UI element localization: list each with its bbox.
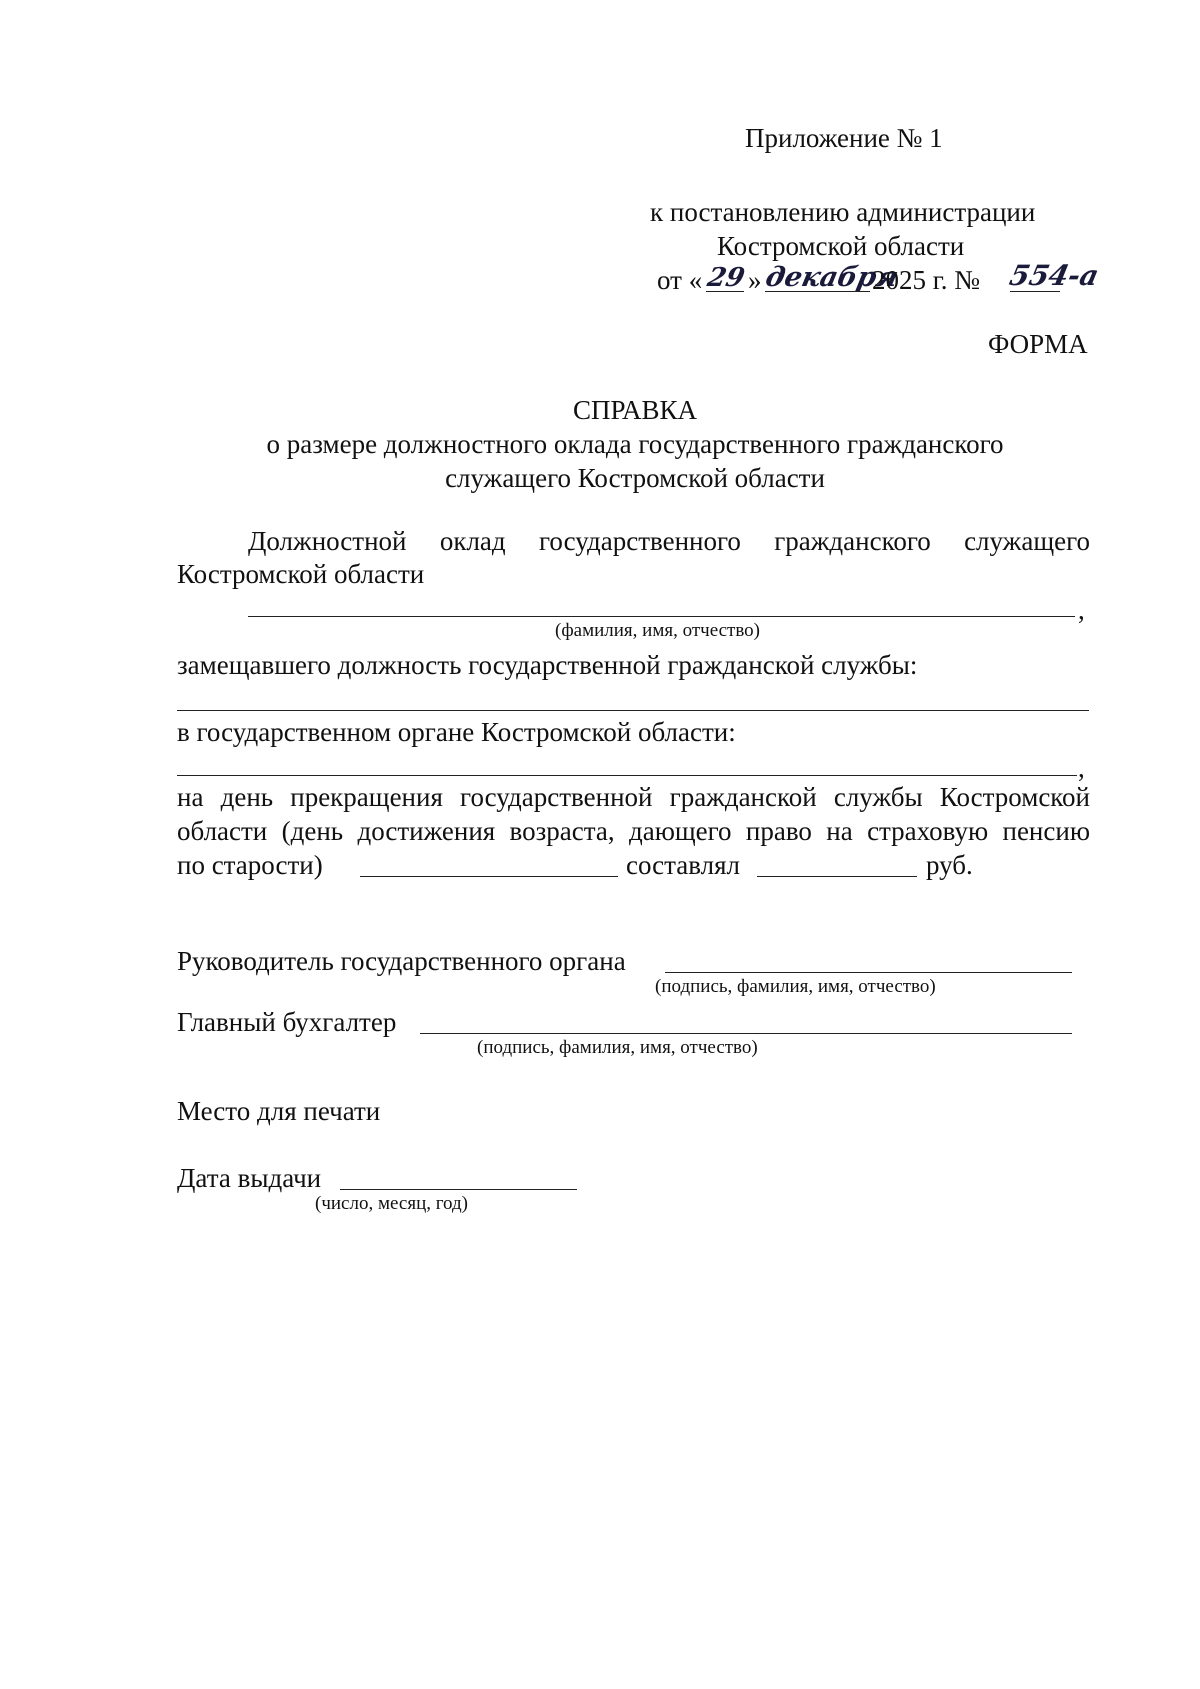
salary-paragraph-line-1: Должностной оклад государственного гражданского служащего bbox=[248, 526, 1090, 556]
termination-paragraph-line-3b: составлял bbox=[626, 850, 741, 880]
fio-hint: (фамилия, имя, отчество) bbox=[555, 620, 761, 641]
stamp-place-label: Место для печати bbox=[177, 1096, 381, 1126]
date-day-underline bbox=[706, 291, 744, 292]
date-month-handwritten: декабря bbox=[762, 262, 901, 293]
currency-label: руб. bbox=[926, 850, 973, 880]
document-subtitle-2: служащего Костромской области bbox=[445, 463, 825, 493]
date-day-close: » bbox=[748, 265, 762, 295]
position-label: замещавшего должность государственной гражданской службы: bbox=[177, 650, 918, 680]
head-signature-label: Руководитель государственного органа bbox=[177, 946, 626, 976]
accountant-signature-label: Главный бухгалтер bbox=[177, 1007, 397, 1037]
date-day-handwritten: 29 bbox=[704, 263, 748, 293]
fio-field-line bbox=[248, 616, 1075, 617]
salary-amount-field-line bbox=[757, 876, 917, 877]
issue-date-label: Дата выдачи bbox=[177, 1163, 322, 1193]
organ-comma: , bbox=[1078, 753, 1085, 783]
accountant-signature-hint: (подпись, фамилия, имя, отчество) bbox=[477, 1037, 758, 1058]
fio-comma: , bbox=[1078, 595, 1085, 625]
termination-date-field-line bbox=[360, 876, 618, 877]
document-title: СПРАВКА bbox=[572, 395, 698, 425]
organ-label: в государственном органе Костромской области: bbox=[177, 717, 736, 747]
termination-paragraph-line-1: на день прекращения государственной гражданской службы Костромской bbox=[177, 782, 1090, 812]
head-signature-line bbox=[665, 972, 1072, 973]
date-year: 2025 г. № bbox=[872, 265, 981, 295]
position-field-line bbox=[177, 710, 1089, 711]
date-month-underline bbox=[765, 291, 870, 292]
head-signature-hint: (подпись, фамилия, имя, отчество) bbox=[655, 976, 936, 997]
date-prefix: от « bbox=[657, 265, 703, 295]
resolution-line-2: Костромской области bbox=[717, 231, 965, 261]
issue-date-field-line bbox=[340, 1189, 577, 1190]
salary-paragraph-line-2: Костромской области bbox=[177, 559, 425, 589]
form-label: ФОРМА bbox=[988, 329, 1088, 359]
document-subtitle-1: о размере должностного оклада государственного гражданского bbox=[266, 429, 1004, 459]
appendix-label: Приложение № 1 bbox=[745, 123, 943, 153]
date-number-underline bbox=[1010, 291, 1060, 292]
termination-paragraph-line-2: области (день достижения возраста, дающего право на страховую пенсию bbox=[177, 816, 1090, 846]
termination-paragraph-line-3a: по старости) bbox=[177, 850, 323, 880]
accountant-signature-line bbox=[420, 1033, 1072, 1034]
resolution-line-1: к постановлению администрации bbox=[650, 197, 1036, 227]
organ-field-line bbox=[177, 775, 1077, 776]
date-number-handwritten: 554-а bbox=[1006, 259, 1102, 292]
issue-date-hint: (число, месяц, год) bbox=[315, 1193, 469, 1214]
